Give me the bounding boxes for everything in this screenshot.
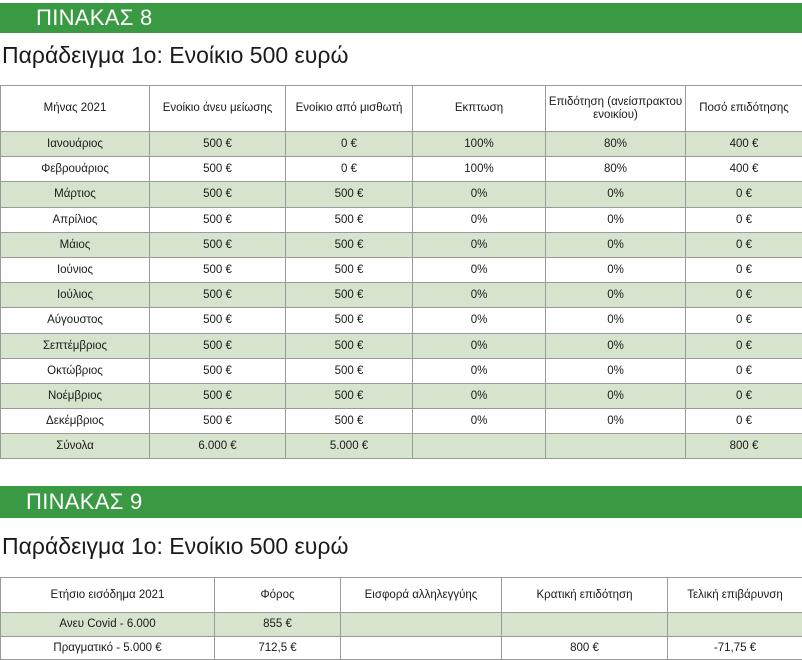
table8-cell: 500 € <box>150 383 286 408</box>
table9-cell <box>502 613 668 637</box>
table8-cell: 0% <box>546 182 686 207</box>
table8-row <box>1 409 802 434</box>
table8-cell: Ιούλιος <box>1 283 150 308</box>
table9-cell <box>341 636 502 660</box>
table9-header-row <box>1 578 802 613</box>
table8-row <box>1 182 802 207</box>
table8-cell: 0 € <box>686 207 802 232</box>
table8-col-subsidy-rate: Επιδότηση (ανείσπρακτου ενοικίου) <box>546 86 686 132</box>
table8-cell: 500 € <box>150 409 286 434</box>
table8-row <box>1 333 802 358</box>
table8-cell: 500 € <box>286 207 413 232</box>
table8-cell: 500 € <box>150 207 286 232</box>
table8-cell: 500 € <box>286 358 413 383</box>
table8-row <box>1 132 802 157</box>
table8-cell: 0 € <box>686 409 802 434</box>
table8-cell: Οκτώβριος <box>1 358 150 383</box>
table8-cell: 0% <box>546 283 686 308</box>
table8-cell: 0% <box>413 232 546 257</box>
table8-row <box>1 232 802 257</box>
table8-cell: 400 € <box>686 157 802 182</box>
table8-cell: Σεπτέμβριος <box>1 333 150 358</box>
table8-cell: 500 € <box>286 257 413 282</box>
table8-cell: 500 € <box>286 232 413 257</box>
table8-col-rent-from-tenant: Ενοίκιο από μισθωτή <box>286 86 413 132</box>
table8-cell: 0 € <box>686 308 802 333</box>
table8-cell: Σύνολα <box>1 434 150 459</box>
table8-cell <box>413 434 546 459</box>
table8-cell: Αύγουστος <box>1 308 150 333</box>
table8-row <box>1 157 802 182</box>
table8-cell: 0% <box>546 333 686 358</box>
table8-cell: 0% <box>413 409 546 434</box>
table9-cell: 712,5 € <box>215 636 341 660</box>
table8-cell: 500 € <box>150 358 286 383</box>
table9-col-tax: Φόρος <box>215 578 341 613</box>
table8-col-subsidy-amount: Ποσό επιδότησης <box>686 86 802 132</box>
table8-row <box>1 434 802 459</box>
table9 <box>0 577 802 660</box>
table9-col-state-subsidy: Κρατική επιδότηση <box>502 578 668 613</box>
table8-cell: 500 € <box>150 182 286 207</box>
table8-cell: 0% <box>413 207 546 232</box>
table8-row <box>1 308 802 333</box>
table8-row <box>1 358 802 383</box>
table8-cell: 500 € <box>286 182 413 207</box>
table8-cell: 400 € <box>686 132 802 157</box>
table8-cell: 100% <box>413 132 546 157</box>
table8-cell: 0% <box>413 182 546 207</box>
table8-cell: 0% <box>413 333 546 358</box>
table9-cell: Πραγματικό - 5.000 € <box>1 636 215 660</box>
table9-cell: Ανευ Covid - 6.000 <box>1 613 215 637</box>
table8-cell: Απρίλιος <box>1 207 150 232</box>
table8-cell: 100% <box>413 157 546 182</box>
table9-col-solidarity-contribution: Εισφορά αλληλεγγύης <box>341 578 502 613</box>
table8-cell: 500 € <box>150 157 286 182</box>
table8-cell: 0% <box>546 358 686 383</box>
table8-cell: 0% <box>546 207 686 232</box>
table8-cell: Ιούνιος <box>1 257 150 282</box>
table8-heading-banner: ΠΙΝΑΚΑΣ 8 <box>0 3 802 33</box>
table8-cell <box>546 434 686 459</box>
table9-row <box>1 636 802 660</box>
table8-col-rent-without-reduction: Ενοίκιο άνευ μείωσης <box>150 86 286 132</box>
table9-subtitle: Παράδειγμα 1ο: Ενοίκιο 500 ευρώ <box>2 533 348 560</box>
table8-row <box>1 257 802 282</box>
table8-cell: 0 € <box>686 257 802 282</box>
table8-row <box>1 283 802 308</box>
table8-header-row <box>1 86 802 132</box>
table8-cell: 0% <box>546 232 686 257</box>
table8-cell: Μάιος <box>1 232 150 257</box>
table8-cell: 0% <box>413 257 546 282</box>
table8-cell: 0 € <box>686 358 802 383</box>
table8-cell: 6.000 € <box>150 434 286 459</box>
table8-cell: 0% <box>413 308 546 333</box>
table9-cell: 855 € <box>215 613 341 637</box>
table8-cell: 0 € <box>286 132 413 157</box>
table8-cell: Νοέμβριος <box>1 383 150 408</box>
table8-col-discount: Εκπτωση <box>413 86 546 132</box>
table9-heading-banner: ΠΙΝΑΚΑΣ 9 <box>0 486 802 518</box>
table8-cell: 500 € <box>150 132 286 157</box>
table8-cell: 500 € <box>150 283 286 308</box>
table8-cell: Δεκέμβριος <box>1 409 150 434</box>
table9-cell: 800 € <box>502 636 668 660</box>
table9-row <box>1 613 802 637</box>
table8-cell: 0% <box>413 358 546 383</box>
table8-cell: 500 € <box>150 257 286 282</box>
table9-cell: -71,75 € <box>668 636 802 660</box>
table8-cell: 0 € <box>686 333 802 358</box>
table8-cell: 500 € <box>286 383 413 408</box>
table8-cell: 500 € <box>150 333 286 358</box>
table8-cell: 0 € <box>686 182 802 207</box>
table8-cell: 500 € <box>286 308 413 333</box>
table9-col-annual-income: Ετήσιο εισόδημα 2021 <box>1 578 215 613</box>
table8-cell: 0% <box>413 383 546 408</box>
table8-cell: 0% <box>546 409 686 434</box>
table8-row <box>1 207 802 232</box>
table8-subtitle: Παράδειγμα 1ο: Ενοίκιο 500 ευρώ <box>2 42 348 69</box>
table8-cell: 500 € <box>286 409 413 434</box>
table8-cell: 0 € <box>686 383 802 408</box>
table9-cell <box>668 613 802 637</box>
table8-cell: 5.000 € <box>286 434 413 459</box>
table9-col-final-burden: Τελική επιβάρυνση <box>668 578 802 613</box>
table8-cell: 500 € <box>150 308 286 333</box>
table8-cell: 80% <box>546 132 686 157</box>
table8-col-month: Μήνας 2021 <box>1 86 150 132</box>
table8-cell: 0 € <box>686 283 802 308</box>
table8-row <box>1 383 802 408</box>
table8-cell: 800 € <box>686 434 802 459</box>
table8-cell: 500 € <box>286 283 413 308</box>
table8-cell: 0% <box>546 383 686 408</box>
table8-cell: 0% <box>413 283 546 308</box>
table8-cell: 0 € <box>286 157 413 182</box>
table8-cell: 0% <box>546 257 686 282</box>
table8-cell: 500 € <box>150 232 286 257</box>
table8-cell: 0 € <box>686 232 802 257</box>
table8-cell: 0% <box>546 308 686 333</box>
table8-cell: Μάρτιος <box>1 182 150 207</box>
table8-cell: Φεβρουάριος <box>1 157 150 182</box>
table8-cell: 500 € <box>286 333 413 358</box>
table8 <box>0 85 802 459</box>
table9-cell <box>341 613 502 637</box>
table8-cell: 80% <box>546 157 686 182</box>
table8-cell: Ιανουάριος <box>1 132 150 157</box>
